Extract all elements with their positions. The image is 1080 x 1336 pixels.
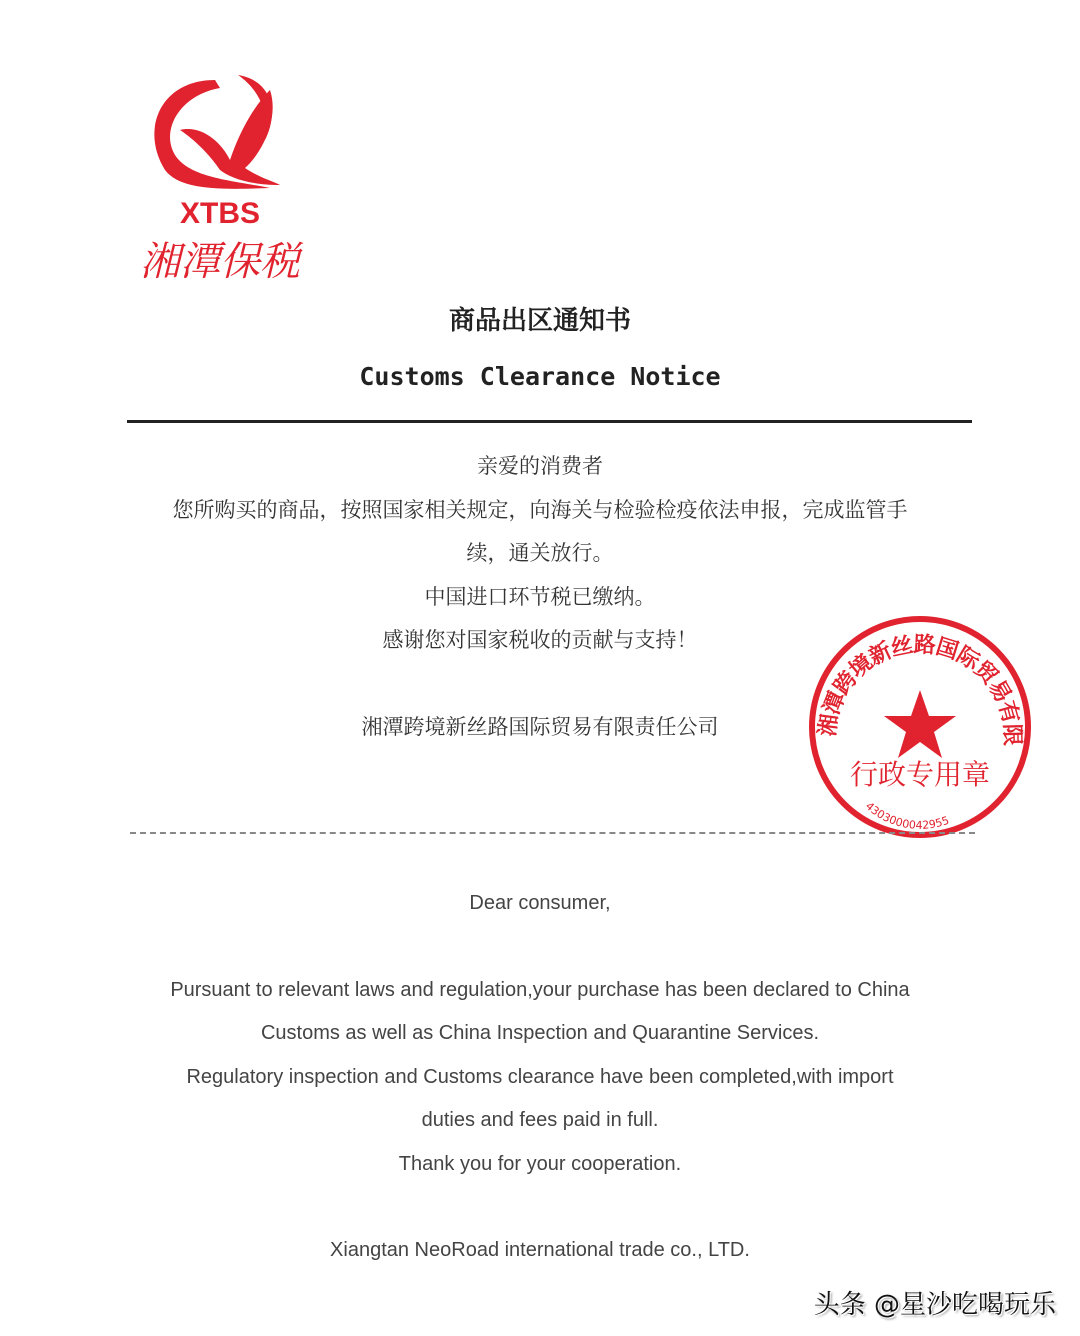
seal-number: 4303000042955 [862, 799, 951, 832]
body-en-line: Regulatory inspection and Customs clearance have been completed,with import [186, 1066, 894, 1088]
company-seal [805, 612, 1035, 842]
company-en: Xiangtan NeoRoad international trade co., LTD. [330, 1239, 750, 1261]
section-divider [130, 832, 975, 834]
company-logo [120, 60, 320, 290]
body-en-line: duties and fees paid in full. [421, 1109, 659, 1131]
title-english: Customs Clearance Notice [359, 362, 721, 391]
body-cn-line: 感谢您对国家税收的贡献与支持！ [382, 628, 698, 652]
watermark: 头条 @星沙吃喝玩乐 [813, 1290, 1056, 1320]
company-cn: 湘潭跨境新丝路国际贸易有限责任公司 [361, 715, 719, 739]
title-divider [127, 420, 972, 423]
greeting-en: Dear consumer, [469, 892, 611, 914]
seal-center-text: 行政专用章 [849, 758, 991, 791]
greeting-cn: 亲爱的消费者 [477, 454, 603, 478]
body-cn-line: 续，通关放行。 [466, 541, 614, 565]
title-chinese: 商品出区通知书 [448, 306, 631, 336]
logo-abbr: XTBS [179, 197, 261, 230]
logo-name-cn: 湘潭保税 [140, 239, 300, 285]
seal-star-icon [884, 690, 956, 758]
body-en-line: Thank you for your cooperation. [398, 1153, 682, 1175]
body-cn-line: 中国进口环节税已缴纳。 [424, 585, 656, 609]
body-cn-line: 您所购买的商品，按照国家相关规定，向海关与检验检疫依法申报，完成监管手 [172, 498, 908, 522]
body-en-line: Customs as well as China Inspection and Quarantine Services. [260, 1022, 820, 1044]
body-en-line: Pursuant to relevant laws and regulation,your purchase has been declared to China [170, 979, 910, 1001]
seal-arc-text: 湘潭跨境新丝路国际贸易有限 [815, 632, 1025, 747]
